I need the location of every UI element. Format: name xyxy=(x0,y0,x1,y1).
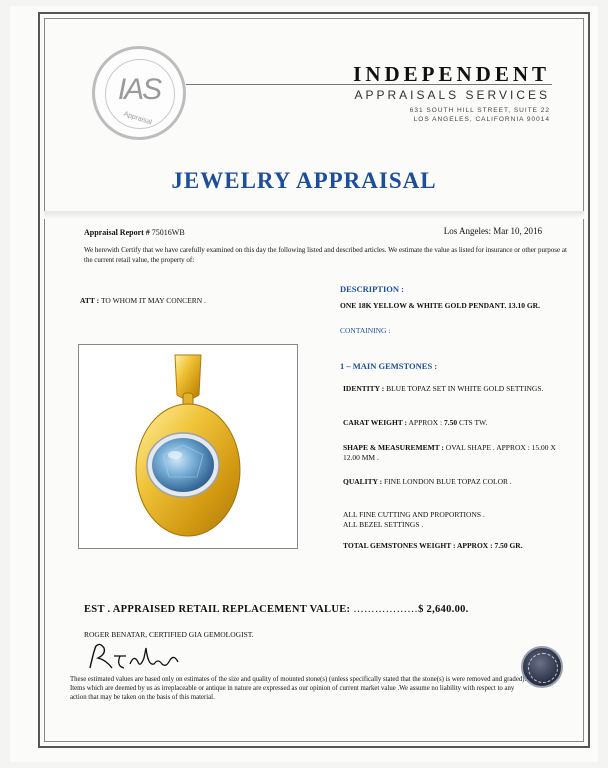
estimated-value: EST . APPRAISED RETAIL REPLACEMENT VALUE: ………………$ 2,640.00. xyxy=(84,604,469,615)
pendant-photo xyxy=(78,344,298,549)
cutting-note: ALL FINE CUTTING AND PROPORTIONS . ALL BEZEL SETTINGS . xyxy=(343,510,485,529)
description-heading: DESCRIPTION : xyxy=(340,284,404,294)
containing-label: CONTAINING : xyxy=(340,326,391,335)
logo-text: IAS xyxy=(117,73,161,106)
shape-field: SHAPE & MEASUREMEMT : OVAL SHAPE . APPROX : 15.00 X 12.00 MM . xyxy=(343,443,556,462)
quality-field: QUALITY : FINE LONDON BLUE TOPAZ COLOR . xyxy=(343,477,512,486)
ias-logo xyxy=(92,46,186,140)
description-item: ONE 18K YELLOW & WHITE GOLD PENDANT. 13.10 GR. xyxy=(340,301,540,310)
logo-subtext: Appraisal xyxy=(122,110,153,127)
pendant-image xyxy=(79,345,298,549)
disclaimer-text: These estimated values are based only on estimates of the size and quality of mounted stone(s) (unless specifically stated that the stone(s) is were removed and graded). Items which are deemed by us as irreplaceable or antique in nature are expressed as our opinion of current market value .We assume no liability with respect to any action that may be taken on the basis of this material. xyxy=(70,676,527,701)
main-gemstones-heading: 1 – MAIN GEMSTONES : xyxy=(340,361,438,371)
report-location-date: Los Angeles: Mar 10, 2016 xyxy=(443,226,542,236)
company-name: INDEPENDENT xyxy=(353,62,550,86)
company-subtitle: APPRAISALS SERVICES xyxy=(354,88,550,102)
signature xyxy=(86,640,206,674)
att-line: ATT : TO WHOM IT MAY CONCERN . xyxy=(80,296,206,305)
carat-weight-field: CARAT WEIGHT : APPROX : 7.50 CTS TW. xyxy=(343,418,488,427)
gemologist-name: ROGER BENATAR, CERTIFIED GIA GEMOLOGIST. xyxy=(84,630,254,639)
intro-text: We herewith Certify that we have carefully examined on this day the following listed and described articles. We estimate the value as listed for insurance or other purpose at the current retail value, the property of: xyxy=(84,246,567,264)
identity-field: IDENTITY : BLUE TOPAZ SET IN WHITE GOLD SETTINGS. xyxy=(343,384,544,393)
company-address: 631 SOUTH HILL STREET, SUITE 22 LOS ANGELES, CALIFORNIA 90014 xyxy=(409,107,550,123)
total-weight-field: TOTAL GEMSTONES WEIGHT : APPROX : 7.50 GR. xyxy=(343,541,523,550)
report-number: Appraisal Report # 75016WB xyxy=(84,228,185,237)
page-title: JEWELRY APPRAISAL xyxy=(171,168,437,193)
paper-fold xyxy=(44,211,584,219)
